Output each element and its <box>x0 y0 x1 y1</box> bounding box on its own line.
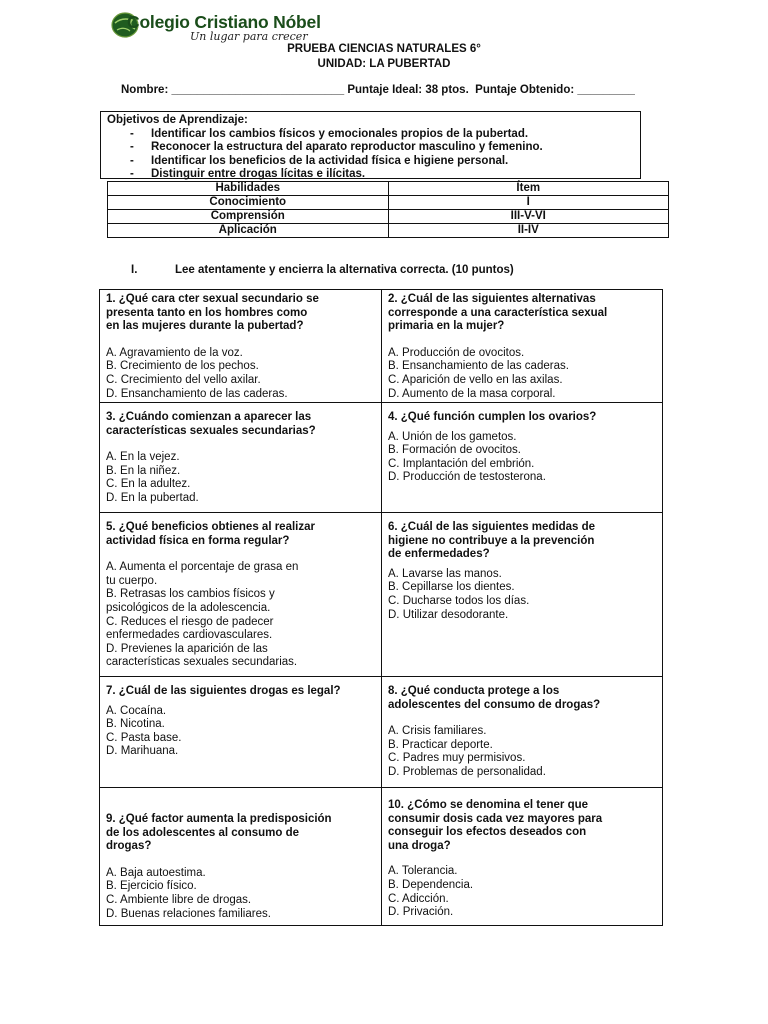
option-b[interactable]: B. Ejercicio físico. <box>106 880 197 893</box>
objective-item: - Identificar los beneficios de la actividad física e higiene personal. <box>107 155 634 169</box>
question-cell-7 <box>100 677 381 787</box>
skill-item-cell: II-IV <box>388 224 669 238</box>
question-row <box>100 787 662 925</box>
option-a[interactable]: A. Agravamiento de la voz. <box>106 346 243 359</box>
option-d[interactable]: D. En la pubertad. <box>106 491 199 504</box>
question-text: 6. ¿Cuál de las siguientes medidas de higiene no contribuye a la prevención de enfermedades? <box>388 521 596 561</box>
question-row <box>100 512 662 676</box>
option-a[interactable]: A. Lavarse las manos. <box>388 567 502 580</box>
objectives-title: Objetivos de Aprendizaje: <box>107 114 248 126</box>
option-b[interactable]: B. Ensanchamiento de las caderas. <box>388 360 569 373</box>
options-list <box>106 347 375 401</box>
skill-name-cell: Conocimiento <box>108 196 389 210</box>
options-list <box>106 705 375 759</box>
option-d[interactable]: D. Previenes la aparición de las características sexuales secundarias. <box>106 642 298 669</box>
option-d[interactable]: D. Buenas relaciones familiares. <box>106 907 271 920</box>
question-text: 9. ¿Qué factor aumenta la predisposición de los adolescentes al consumo de drogas? <box>106 813 332 853</box>
exam-title: PRUEBA CIENCIAS NATURALES 6° <box>287 43 481 55</box>
question-row <box>100 676 662 787</box>
question-cell-1 <box>100 290 381 402</box>
option-c[interactable]: C. Padres muy permisivos. <box>388 752 526 765</box>
question-text: 1. ¿Qué cara cter sexual secundario se presenta tanto en los hombres como en las mujeres durante la pubertad? <box>106 293 319 333</box>
option-d[interactable]: D. Ensanchamiento de las caderas. <box>106 387 288 400</box>
objective-item: - Identificar los cambios físicos y emocionales propios de la pubertad. <box>107 128 634 142</box>
section-number: I. <box>131 264 138 276</box>
option-a[interactable]: A. Cocaína. <box>106 704 167 717</box>
option-c[interactable]: C. En la adultez. <box>106 478 191 491</box>
options-list <box>388 725 656 779</box>
question-cell-6 <box>381 513 662 676</box>
skill-item-cell: I <box>388 196 669 210</box>
question-text: 8. ¿Qué conducta protege a los adolescentes del consumo de drogas? <box>388 685 601 711</box>
options-list <box>106 561 375 670</box>
question-cell-8 <box>381 677 662 787</box>
option-c[interactable]: C. Reduces el riesgo de padecer enfermedades cardiovasculares. <box>106 615 274 642</box>
options-list <box>388 568 656 622</box>
section-instruction: Lee atentamente y encierra la alternativa correcta. (10 puntos) <box>175 264 514 276</box>
objectives-list <box>107 128 634 182</box>
option-b[interactable]: B. En la niñez. <box>106 464 181 477</box>
skill-name-cell: Comprensión <box>108 210 389 224</box>
option-b[interactable]: B. Nicotina. <box>106 718 165 731</box>
question-text: 10. ¿Cómo se denomina el tener que consumir dosis cada vez mayores para conseguir los efectos deseados con una droga? <box>388 799 603 852</box>
option-c[interactable]: C. Adicción. <box>388 892 449 905</box>
skills-table-header-row <box>108 182 669 196</box>
question-cell-9 <box>100 788 381 925</box>
options-list <box>106 451 375 505</box>
question-cell-2 <box>381 290 662 402</box>
question-cell-3 <box>100 403 381 512</box>
objective-item: - Reconocer la estructura del aparato reproductor masculino y femenino. <box>107 141 634 155</box>
skills-header-item: Ítem <box>388 182 669 196</box>
question-text: 4. ¿Qué función cumplen los ovarios? <box>388 411 597 423</box>
school-logo <box>110 11 330 41</box>
option-b[interactable]: B. Crecimiento de los pechos. <box>106 360 259 373</box>
section-heading <box>131 264 514 276</box>
option-d[interactable]: D. Problemas de personalidad. <box>388 765 546 778</box>
student-name-score-line: Nombre: ___________________________ Puntaje Ideal: 38 ptos. Puntaje Obtenido: _________ <box>121 84 635 96</box>
option-b[interactable]: B. Dependencia. <box>388 878 474 891</box>
option-a[interactable]: A. Producción de ovocitos. <box>388 346 525 359</box>
option-d[interactable]: D. Producción de testosterona. <box>388 471 546 484</box>
option-a[interactable]: A. Aumenta el porcentaje de grasa en tu cuerpo. <box>106 561 299 587</box>
exam-unit: UNIDAD: LA PUBERTAD <box>317 58 451 70</box>
question-text: 5. ¿Qué beneficios obtienes al realizar actividad física en forma regular? <box>106 521 315 547</box>
option-d[interactable]: D. Marihuana. <box>106 745 179 758</box>
options-list <box>388 431 656 485</box>
option-a[interactable]: A. Crisis familiares. <box>388 725 487 738</box>
table-row <box>108 210 669 224</box>
school-tagline: Un lugar para crecer <box>190 30 308 43</box>
question-row <box>100 402 662 512</box>
question-cell-4 <box>381 403 662 512</box>
question-text: 3. ¿Cuándo comienzan a aparecer las características sexuales secundarias? <box>106 411 316 437</box>
option-d[interactable]: D. Aumento de la masa corporal. <box>388 387 556 400</box>
learning-objectives-box <box>100 111 641 179</box>
skill-name-cell: Aplicación <box>108 224 389 238</box>
options-list <box>388 865 656 919</box>
option-a[interactable]: A. Unión de los gametos. <box>388 430 517 443</box>
option-a[interactable]: A. En la vejez. <box>106 451 180 464</box>
option-c[interactable]: C. Aparición de vello en las axilas. <box>388 373 563 386</box>
option-b[interactable]: B. Retrasas los cambios físicos y psicológicos de la adolescencia. <box>106 588 275 614</box>
option-b[interactable]: B. Cepillarse los dientes. <box>388 581 515 594</box>
question-cell-10 <box>381 788 662 925</box>
option-c[interactable]: C. Pasta base. <box>106 731 182 744</box>
options-list <box>106 867 375 921</box>
option-a[interactable]: A. Tolerancia. <box>388 865 458 878</box>
objective-item: - Distinguir entre drogas lícitas e ilícitas. <box>107 168 634 182</box>
skills-table <box>107 181 669 238</box>
questions-grid <box>99 289 663 926</box>
option-b[interactable]: B. Formación de ovocitos. <box>388 444 521 457</box>
skills-header-habilidades: Habilidades <box>108 182 389 196</box>
table-row <box>108 224 669 238</box>
option-c[interactable]: C. Implantación del embrión. <box>388 457 535 470</box>
option-c[interactable]: C. Ducharse todos los días. <box>388 594 530 607</box>
skill-item-cell: III-V-VI <box>388 210 669 224</box>
option-c[interactable]: C. Crecimiento del vello axilar. <box>106 373 261 386</box>
question-text: 2. ¿Cuál de las siguientes alternativas corresponde a una característica sexual primaria en la mujer? <box>388 293 608 333</box>
option-a[interactable]: A. Baja autoestima. <box>106 866 206 879</box>
options-list <box>388 347 656 401</box>
school-name: Colegio Cristiano Nóbel <box>127 12 321 32</box>
option-d[interactable]: D. Utilizar desodorante. <box>388 608 509 621</box>
question-text: 7. ¿Cuál de las siguientes drogas es legal? <box>106 685 341 697</box>
question-cell-5 <box>100 513 381 676</box>
option-c[interactable]: C. Ambiente libre de drogas. <box>106 893 252 906</box>
option-b[interactable]: B. Practicar deporte. <box>388 738 493 751</box>
question-row <box>100 290 662 402</box>
option-d[interactable]: D. Privación. <box>388 906 454 919</box>
table-row <box>108 196 669 210</box>
